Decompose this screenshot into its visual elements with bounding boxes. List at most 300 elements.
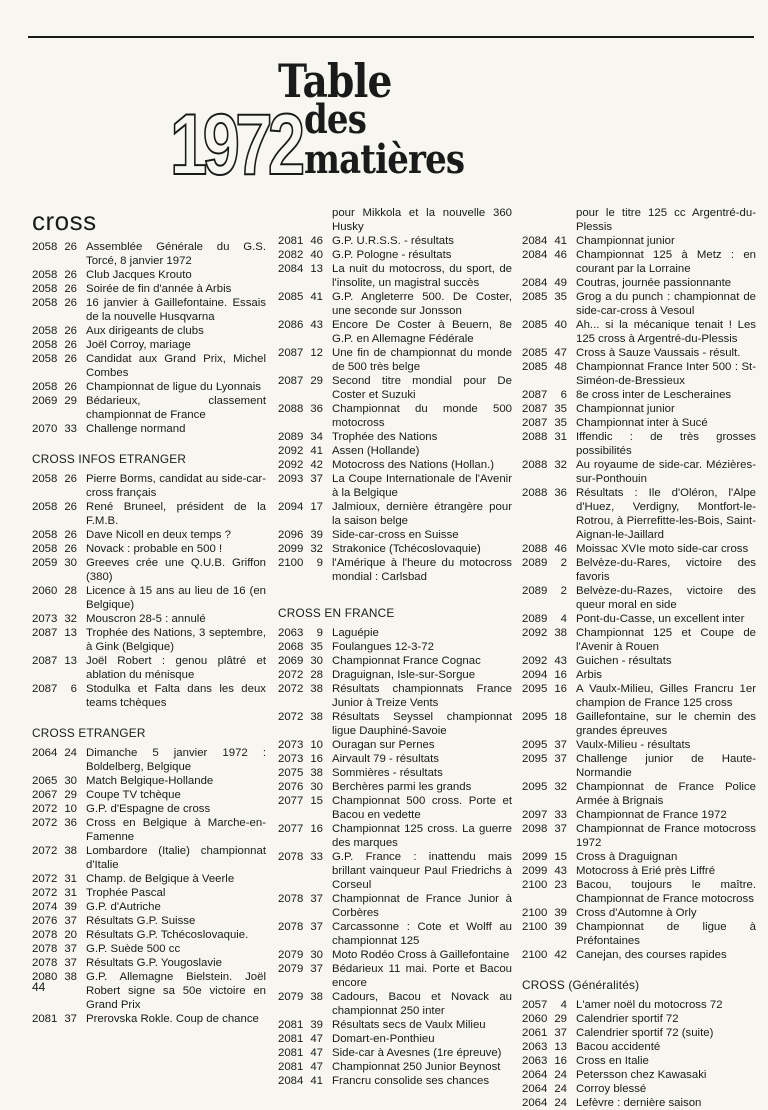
issue-number: 2088 bbox=[522, 431, 548, 443]
list-cross-etranger bbox=[32, 746, 266, 1026]
page-ref: 24 bbox=[554, 1083, 567, 1095]
list-cross bbox=[32, 240, 266, 436]
entry-title: Sommières - résultats bbox=[332, 767, 443, 779]
page-ref: 17 bbox=[310, 501, 323, 513]
entry-title: G.P. d'Autriche bbox=[86, 901, 161, 913]
page-ref: 31 bbox=[554, 431, 567, 443]
entry-title: Novack : probable en 500 ! bbox=[86, 543, 223, 555]
column-1 bbox=[32, 206, 266, 1026]
entry-title: Berchères parmi les grands bbox=[332, 781, 472, 793]
index-entry bbox=[522, 668, 756, 682]
entry-title: Soirée de fin d'année à Arbis bbox=[86, 283, 232, 295]
index-entry bbox=[278, 640, 512, 654]
page-ref: 47 bbox=[310, 1047, 323, 1059]
entry-title: Championnat junior bbox=[576, 403, 675, 415]
page-ref: 38 bbox=[64, 971, 77, 983]
index-entry bbox=[522, 234, 756, 248]
page-ref: 35 bbox=[554, 417, 567, 429]
issue-number: 2088 bbox=[522, 487, 548, 499]
entry-title: Jalmioux, dernière étrangère pour la saison belge bbox=[332, 501, 512, 527]
index-entry bbox=[278, 402, 512, 430]
index-entry bbox=[278, 794, 512, 822]
page-ref: 38 bbox=[310, 767, 323, 779]
issue-number: 2095 bbox=[522, 781, 548, 793]
index-entry bbox=[522, 822, 756, 850]
index-entry bbox=[32, 584, 266, 612]
entry-title: Greeves crée une Q.U.B. Griffon (380) bbox=[86, 557, 266, 583]
index-entry bbox=[522, 752, 756, 780]
entry-title: Licence à 15 ans au lieu de 16 (en Belgique) bbox=[86, 585, 266, 611]
entry-title: Gaillefontaine, sur le chemin des grandes épreuves bbox=[576, 711, 756, 737]
section-title-cross-etranger: CROSS ETRANGER bbox=[32, 726, 146, 740]
page-ref: 39 bbox=[554, 907, 567, 919]
issue-number: 2081 bbox=[278, 1033, 304, 1045]
index-entry bbox=[522, 1040, 756, 1054]
page-ref: 31 bbox=[64, 873, 77, 885]
entry-title: Dimanche 5 janvier 1972 : Boldelberg, Belgique bbox=[86, 747, 266, 773]
entry-title: Championnat junior bbox=[576, 235, 675, 247]
list-cross-en-france bbox=[278, 626, 512, 1088]
issue-number: 2088 bbox=[278, 403, 304, 415]
index-entry bbox=[278, 472, 512, 500]
index-entry bbox=[32, 528, 266, 542]
index-entry bbox=[278, 654, 512, 668]
page-ref: 37 bbox=[554, 739, 567, 751]
page-ref: 26 bbox=[64, 473, 77, 485]
page-ref: 23 bbox=[554, 879, 567, 891]
page-ref: 28 bbox=[64, 585, 77, 597]
issue-number: 2076 bbox=[32, 915, 58, 927]
page-ref: 2 bbox=[560, 585, 567, 597]
issue-number: 2064 bbox=[522, 1083, 548, 1095]
index-entry bbox=[278, 542, 512, 556]
page-ref: 32 bbox=[554, 459, 567, 471]
page-ref: 20 bbox=[64, 929, 77, 941]
entry-title: Championnat France Cognac bbox=[332, 655, 481, 667]
entry-title: Moto Rodéo Cross à Gaillefontaine bbox=[332, 949, 510, 961]
issue-number: 2087 bbox=[32, 683, 58, 695]
page-ref: 49 bbox=[554, 277, 567, 289]
page-ref: 37 bbox=[310, 963, 323, 975]
entry-title: l'Amérique à l'heure du motocross mondial : Carlsbad bbox=[332, 557, 512, 583]
issue-number: 2081 bbox=[278, 1061, 304, 1073]
page-ref: 31 bbox=[64, 887, 77, 899]
page-ref: 43 bbox=[554, 655, 567, 667]
page-ref: 30 bbox=[310, 655, 323, 667]
issue-number: 2059 bbox=[32, 557, 58, 569]
index-entry bbox=[278, 822, 512, 850]
index-entry bbox=[32, 240, 266, 268]
entry-title: Coutras, journée passionnante bbox=[576, 277, 732, 289]
issue-number: 2063 bbox=[522, 1041, 548, 1053]
issue-number: 2072 bbox=[278, 683, 304, 695]
page-ref: 39 bbox=[310, 1019, 323, 1031]
index-entry bbox=[32, 928, 266, 942]
issue-number: 2089 bbox=[522, 557, 548, 569]
issue-number: 2058 bbox=[32, 473, 58, 485]
issue-number: 2097 bbox=[522, 809, 548, 821]
issue-number: 2095 bbox=[522, 711, 548, 723]
issue-number: 2058 bbox=[32, 325, 58, 337]
issue-number: 2074 bbox=[32, 901, 58, 913]
issue-number: 2079 bbox=[278, 991, 304, 1003]
index-entry bbox=[522, 416, 756, 430]
index-entry bbox=[32, 380, 266, 394]
page-ref: 37 bbox=[64, 957, 77, 969]
issue-number: 2077 bbox=[278, 823, 304, 835]
entry-title: Cross en Italie bbox=[576, 1055, 649, 1067]
page-ref: 42 bbox=[310, 459, 323, 471]
issue-number: 2084 bbox=[522, 277, 548, 289]
index-entry bbox=[522, 780, 756, 808]
index-entry bbox=[278, 892, 512, 920]
entry-title: Bacou accidenté bbox=[576, 1041, 661, 1053]
index-entry bbox=[32, 612, 266, 626]
index-entry bbox=[522, 486, 756, 542]
page-ref: 36 bbox=[554, 487, 567, 499]
issue-number: 2058 bbox=[32, 529, 58, 541]
index-entry bbox=[522, 612, 756, 626]
index-entry bbox=[278, 990, 512, 1018]
page-ref: 26 bbox=[64, 325, 77, 337]
entry-title: 16 janvier à Gaillefontaine. Essais de la nouvelle Husqvarna bbox=[86, 297, 266, 323]
page-ref: 36 bbox=[310, 403, 323, 415]
index-entry bbox=[32, 556, 266, 584]
index-entry bbox=[278, 290, 512, 318]
page-ref: 30 bbox=[310, 949, 323, 961]
page-ref: 37 bbox=[554, 753, 567, 765]
entry-title: Challenge junior de Haute-Normandie bbox=[576, 753, 756, 779]
entry-title: Calendrier sportif 72 (suite) bbox=[576, 1027, 714, 1039]
issue-number: 2084 bbox=[522, 249, 548, 261]
page-ref: 33 bbox=[64, 423, 77, 435]
entry-title: Belvèze-du-Razes, victoire des queur moral en side bbox=[576, 585, 756, 611]
index-entry bbox=[522, 710, 756, 738]
issue-number: 2065 bbox=[32, 775, 58, 787]
index-entry bbox=[278, 234, 512, 248]
page-ref: 26 bbox=[64, 501, 77, 513]
issue-number: 2060 bbox=[522, 1013, 548, 1025]
issue-number: 2085 bbox=[522, 291, 548, 303]
index-entry bbox=[278, 1046, 512, 1060]
page-ref: 38 bbox=[310, 711, 323, 723]
entry-title: Moissac XVIe moto side-car cross bbox=[576, 543, 749, 555]
page-ref: 26 bbox=[64, 283, 77, 295]
issue-number: 2087 bbox=[32, 627, 58, 639]
section-title-cross: cross bbox=[32, 206, 97, 236]
index-entry bbox=[522, 360, 756, 388]
entry-title: Championnat France Inter 500 : St-Siméon-de-Bressieux bbox=[576, 361, 756, 387]
issue-number: 2088 bbox=[522, 459, 548, 471]
entry-title: Championnat de France Police Armée à Brignais bbox=[576, 781, 756, 807]
index-entry bbox=[522, 878, 756, 906]
title-matieres: matières bbox=[304, 136, 465, 183]
entry-title: Match Belgique-Hollande bbox=[86, 775, 214, 787]
entry-title: G.P. Suède 500 cc bbox=[86, 943, 181, 955]
issue-number: 2100 bbox=[522, 879, 548, 891]
index-entry bbox=[522, 1012, 756, 1026]
issue-number: 2087 bbox=[32, 655, 58, 667]
continued-entry bbox=[522, 206, 756, 234]
index-entry bbox=[32, 542, 266, 556]
issue-number: 2076 bbox=[278, 781, 304, 793]
entry-title: Foulangues 12-3-72 bbox=[332, 641, 434, 653]
index-entry bbox=[278, 346, 512, 374]
page-ref: 37 bbox=[64, 1013, 77, 1025]
index-entry bbox=[522, 276, 756, 290]
issue-number: 2064 bbox=[32, 747, 58, 759]
index-entry bbox=[278, 920, 512, 948]
index-entry bbox=[32, 268, 266, 282]
index-entry bbox=[32, 970, 266, 1012]
entry-title: Ah... si la mécanique tenait ! Les 125 cross à Argentré-du-Plessis bbox=[576, 319, 756, 345]
page-ref: 37 bbox=[554, 1027, 567, 1039]
entry-title: A Vaulx-Milieu, Gilles Francru 1er champion de France 125 cross bbox=[576, 683, 756, 709]
entry-title: Dave Nicoll en deux temps ? bbox=[86, 529, 231, 541]
issue-number: 2094 bbox=[522, 669, 548, 681]
page-ref: 16 bbox=[554, 1055, 567, 1067]
index-entry bbox=[522, 738, 756, 752]
entry-title: Championnat 250 Junior Beynost bbox=[332, 1061, 501, 1073]
page-ref: 26 bbox=[64, 353, 77, 365]
issue-number: 2058 bbox=[32, 543, 58, 555]
index-entry bbox=[32, 422, 266, 436]
index-entry bbox=[32, 682, 266, 710]
entry-title: Cross d'Automne à Orly bbox=[576, 907, 697, 919]
entry-title: Encore De Coster à Beuern, 8e G.P. en Allemagne Fédérale bbox=[332, 319, 512, 345]
entry-title: Challenge normand bbox=[86, 423, 186, 435]
entry-title: Strakonice (Tchécoslovaquie) bbox=[332, 543, 481, 555]
index-entry bbox=[278, 1074, 512, 1088]
issue-number: 2058 bbox=[32, 353, 58, 365]
page-ref: 2 bbox=[560, 557, 567, 569]
column-3 bbox=[522, 206, 756, 1110]
index-entry bbox=[522, 654, 756, 668]
index-entry bbox=[32, 626, 266, 654]
index-entry bbox=[522, 1068, 756, 1082]
issue-number: 2079 bbox=[278, 949, 304, 961]
masthead bbox=[170, 54, 510, 193]
index-entry bbox=[278, 780, 512, 794]
page-number: 44 bbox=[32, 980, 46, 994]
entry-title: G.P. Pologne - résultats bbox=[332, 249, 452, 261]
entry-title: Side-car-cross en Suisse bbox=[332, 529, 459, 541]
entry-title: G.P. U.R.S.S. - résultats bbox=[332, 235, 454, 247]
index-entry bbox=[278, 458, 512, 472]
entry-title: Championnat de France Junior à Corbères bbox=[332, 893, 512, 919]
entry-title: Joël Robert : genou plâtré et ablation du ménisque bbox=[86, 655, 266, 681]
entry-title: Carcassonne : Cote et Wolff au championnat 125 bbox=[332, 921, 512, 947]
issue-number: 2072 bbox=[32, 887, 58, 899]
page-ref: 9 bbox=[316, 627, 323, 639]
page-ref: 16 bbox=[310, 753, 323, 765]
continued-text: pour Mikkola et la nouvelle 360 Husky bbox=[332, 207, 512, 233]
entry-title: Résultats championnats France Junior à Treize Vents bbox=[332, 683, 512, 709]
index-entry bbox=[522, 906, 756, 920]
title-table: Table bbox=[278, 54, 392, 108]
issue-number: 2078 bbox=[32, 929, 58, 941]
index-entry bbox=[278, 682, 512, 710]
entry-title: Cadours, Bacou et Novack au championnat 250 inter bbox=[332, 991, 512, 1017]
entry-title: Arbis bbox=[576, 669, 602, 681]
issue-number: 2072 bbox=[32, 817, 58, 829]
issue-number: 2073 bbox=[278, 753, 304, 765]
issue-number: 2099 bbox=[522, 851, 548, 863]
issue-number: 2078 bbox=[32, 943, 58, 955]
issue-number: 2084 bbox=[278, 263, 304, 275]
issue-number: 2085 bbox=[522, 319, 548, 331]
issue-number: 2068 bbox=[278, 641, 304, 653]
issue-number: 2072 bbox=[32, 803, 58, 815]
issue-number: 2087 bbox=[522, 403, 548, 415]
issue-number: 2092 bbox=[278, 445, 304, 457]
index-entry bbox=[32, 816, 266, 844]
page-ref: 36 bbox=[64, 817, 77, 829]
issue-number: 2081 bbox=[278, 1047, 304, 1059]
section-title-cross-en-france: CROSS EN FRANCE bbox=[278, 606, 395, 620]
issue-number: 2100 bbox=[278, 557, 304, 569]
entry-title: Francru consolide ses chances bbox=[332, 1075, 490, 1087]
issue-number: 2058 bbox=[32, 501, 58, 513]
issue-number: 2092 bbox=[278, 459, 304, 471]
page-ref: 30 bbox=[64, 557, 77, 569]
issue-number: 2089 bbox=[522, 585, 548, 597]
page-ref: 30 bbox=[64, 775, 77, 787]
page-ref: 47 bbox=[310, 1061, 323, 1073]
index-entry bbox=[278, 374, 512, 402]
issue-number: 2081 bbox=[278, 235, 304, 247]
index-entry bbox=[522, 1054, 756, 1068]
index-entry bbox=[32, 956, 266, 970]
issue-number: 2092 bbox=[522, 655, 548, 667]
page-ref: 39 bbox=[64, 901, 77, 913]
issue-number: 2061 bbox=[522, 1027, 548, 1039]
page-ref: 28 bbox=[310, 669, 323, 681]
page-ref: 13 bbox=[554, 1041, 567, 1053]
entry-title: Joël Corroy, mariage bbox=[86, 339, 191, 351]
page-ref: 16 bbox=[310, 823, 323, 835]
issue-number: 2087 bbox=[278, 375, 304, 387]
issue-number: 2073 bbox=[278, 739, 304, 751]
entry-title: Ouragan sur Pernes bbox=[332, 739, 435, 751]
page-ref: 12 bbox=[310, 347, 323, 359]
index-entry bbox=[32, 774, 266, 788]
issue-number: 2075 bbox=[278, 767, 304, 779]
list-cross-etranger-cont bbox=[278, 234, 512, 584]
index-entry bbox=[522, 1096, 756, 1110]
issue-number: 2099 bbox=[278, 543, 304, 555]
index-entry bbox=[522, 626, 756, 654]
entry-title: Trophée Pascal bbox=[86, 887, 166, 899]
entry-title: Canejan, des courses rapides bbox=[576, 949, 727, 961]
entry-title: Bacou, toujours le maître. Championnat de France motocross bbox=[576, 879, 756, 905]
column-2 bbox=[278, 206, 512, 1088]
entry-title: G.P. d'Espagne de cross bbox=[86, 803, 211, 815]
page-ref: 13 bbox=[310, 263, 323, 275]
issue-number: 2058 bbox=[32, 283, 58, 295]
year-title: 1972 bbox=[170, 97, 301, 193]
page-ref: 35 bbox=[554, 403, 567, 415]
index-entry bbox=[32, 654, 266, 682]
section-title-infos-etranger: CROSS INFOS ETRANGER bbox=[32, 452, 187, 466]
page-ref: 26 bbox=[64, 241, 77, 253]
index-entry bbox=[522, 850, 756, 864]
issue-number: 2077 bbox=[278, 795, 304, 807]
issue-number: 2089 bbox=[278, 431, 304, 443]
page-ref: 43 bbox=[554, 865, 567, 877]
index-entry bbox=[522, 584, 756, 612]
issue-number: 2092 bbox=[522, 627, 548, 639]
page-ref: 26 bbox=[64, 529, 77, 541]
issue-number: 2058 bbox=[32, 381, 58, 393]
page-ref: 16 bbox=[554, 669, 567, 681]
entry-title: Bédarieux 11 mai. Porte et Bacou encore bbox=[332, 963, 512, 989]
entry-title: Grog a du punch : championnat de side-car-cross à Vesoul bbox=[576, 291, 756, 317]
page-ref: 32 bbox=[554, 781, 567, 793]
issue-number: 2095 bbox=[522, 739, 548, 751]
index-entry bbox=[278, 262, 512, 290]
entry-title: La Coupe Internationale de l'Avenir à la Belgique bbox=[332, 473, 512, 499]
issue-number: 2085 bbox=[522, 361, 548, 373]
index-entry bbox=[32, 788, 266, 802]
entry-title: Au royaume de side-car. Mézières-sur-Ponthouin bbox=[576, 459, 756, 485]
entry-title: Second titre mondial pour De Coster et Suzuki bbox=[332, 375, 512, 401]
index-entry bbox=[278, 500, 512, 528]
issue-number: 2078 bbox=[278, 921, 304, 933]
entry-title: Aux dirigeants de clubs bbox=[86, 325, 204, 337]
index-entry bbox=[32, 802, 266, 816]
entry-title: Résultats G.P. Tchécoslovaquie. bbox=[86, 929, 249, 941]
entry-title: Championnat 125 cross. La guerre des marques bbox=[332, 823, 512, 849]
issue-number: 2086 bbox=[278, 319, 304, 331]
index-entry bbox=[522, 556, 756, 584]
index-entry bbox=[278, 752, 512, 766]
entry-title: Domart-en-Ponthieu bbox=[332, 1033, 435, 1045]
index-entry bbox=[278, 1060, 512, 1074]
page-ref: 37 bbox=[310, 473, 323, 485]
page-ref: 37 bbox=[554, 823, 567, 835]
index-entry bbox=[522, 346, 756, 360]
page-ref: 26 bbox=[64, 339, 77, 351]
page-ref: 38 bbox=[554, 627, 567, 639]
entry-title: Motocross à Erié près Liffré bbox=[576, 865, 716, 877]
page-ref: 26 bbox=[64, 269, 77, 281]
page-ref: 13 bbox=[64, 627, 77, 639]
issue-number: 2067 bbox=[32, 789, 58, 801]
issue-number: 2082 bbox=[278, 249, 304, 261]
page-ref: 26 bbox=[64, 297, 77, 309]
index-entry bbox=[522, 682, 756, 710]
issue-number: 2096 bbox=[278, 529, 304, 541]
entry-title: Championnat 500 cross. Porte et Bacou en vedette bbox=[332, 795, 512, 821]
entry-title: Résultats secs de Vaulx Milieu bbox=[332, 1019, 486, 1031]
page-ref: 10 bbox=[310, 739, 323, 751]
page-ref: 26 bbox=[64, 381, 77, 393]
index-entry bbox=[278, 528, 512, 542]
entry-title: Assen (Hollande) bbox=[332, 445, 420, 457]
index-entry bbox=[278, 1018, 512, 1032]
entry-title: Side-car à Avesnes (1re épreuve) bbox=[332, 1047, 502, 1059]
page-ref: 37 bbox=[310, 893, 323, 905]
index-entry bbox=[522, 1026, 756, 1040]
index-entry bbox=[278, 556, 512, 584]
list-infos-etranger bbox=[32, 472, 266, 710]
page-ref: 35 bbox=[310, 641, 323, 653]
entry-title: Draguignan, Isle-sur-Sorgue bbox=[332, 669, 476, 681]
index-entry bbox=[32, 282, 266, 296]
page-ref: 13 bbox=[64, 655, 77, 667]
issue-number: 2072 bbox=[278, 669, 304, 681]
